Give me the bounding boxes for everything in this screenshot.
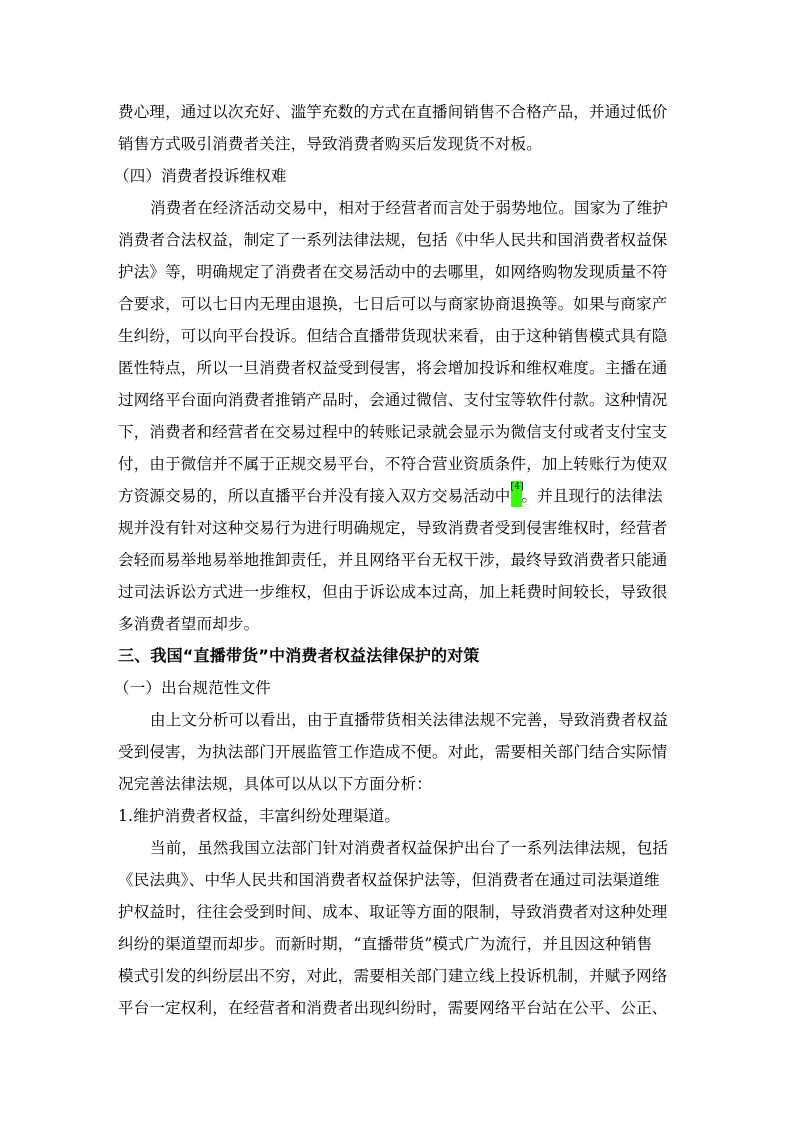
- text-line: 当前，虽然我国立法部门针对消费者权益保护出台了一系列法律法规，包括: [150, 839, 669, 857]
- text-line: 合要求，可以七日内无理由退换，七日后可以与商家协商退换等。如果与商家产: [118, 295, 668, 313]
- text-line: 由上文分析可以看出，由于直播带货相关法律法规不完善，导致消费者权益: [150, 711, 669, 729]
- paragraph-2: [118, 192, 680, 640]
- text-line: 匿性特点，所以一旦消费者权益受到侵害，将会增加投诉和维权难度。主播在通: [118, 359, 668, 377]
- text-line: 过司法诉讼方式进一步维权，但由于诉讼成本过高，加上耗费时间较长，导致很: [118, 583, 668, 601]
- text-line: 生纠纷，可以向平台投诉。但结合直播带货现状来看，由于这种销售模式具有隐: [118, 327, 668, 345]
- paragraph-3: [118, 704, 680, 800]
- text-line-with-citation: [118, 480, 680, 512]
- text-line: 会轻而易举地易举地推卸责任，并且网络平台无权干涉，最终导致消费者只能通: [118, 551, 668, 569]
- text-line: 护法》等，明确规定了消费者在交易活动中的去哪里，如网络购物发现质量不符: [118, 263, 668, 281]
- subsection-heading-4: （四）消费者投诉维权难: [114, 167, 287, 185]
- text-line: 费心理，通过以次充好、滥竽充数的方式在直播间销售不合格产品，并通过低价: [118, 103, 668, 121]
- text-line: 平台一定权利，在经营者和消费者出现纠纷时，需要网络平台站在公平、公正、: [118, 999, 668, 1017]
- text-span: 。并且现行的法律法: [521, 487, 663, 505]
- text-line: 付，由于微信并不属于正规交易平台，不符合营业资质条件，加上转账行为使双: [118, 455, 668, 473]
- paragraph-4: [118, 832, 680, 1024]
- text-line: 下，消费者和经营者在交易过程中的转账记录就会显示为微信支付或者支付宝支: [118, 423, 668, 441]
- text-line: 过网络平台面向消费者推销产品时，会通过微信、支付宝等软件付款。这种情况: [118, 391, 668, 409]
- text-line: 《民法典》、中华人民共和国消费者权益保护法等，但消费者在通过司法渠道维: [118, 871, 660, 889]
- subsection-heading-1: （一）出台规范性文件: [114, 679, 272, 697]
- text-line: 消费者在经济活动交易中，相对于经营者而言处于弱势地位。国家为了维护: [150, 199, 669, 217]
- text-line: 纠纷的渠道望而却步。而新时期，“直播带货”模式广为流行，并且因这种销售: [118, 935, 653, 953]
- text-line: 规并没有针对这种交易行为进行明确规定，导致消费者受到侵害维权时，经营者: [118, 519, 668, 537]
- text-line: 况完善法律法规，具体可以从以下方面分析：: [118, 775, 433, 793]
- text-line: 消费者合法权益，制定了一系列法律法规，包括《中华人民共和国消费者权益保: [118, 231, 668, 249]
- document-body: [114, 96, 680, 1024]
- section-heading-3: 三、我国“直播带货”中消费者权益法律保护的对策: [118, 646, 480, 665]
- text-line: 模式引发的纠纷层出不穷，对此，需要相关部门建立线上投诉机制，并赋予网络: [118, 967, 668, 985]
- citation-mark-highlighted[interactable]: [4]: [511, 481, 522, 507]
- text-span: 方资源交易的，所以直播平台并没有接入双方交易活动中: [118, 487, 511, 505]
- list-item-1: 1.维护消费者权益，丰富纠纷处理渠道。: [118, 807, 401, 825]
- paragraph-1: [118, 96, 680, 160]
- text-line: 多消费者望而却步。: [118, 615, 260, 633]
- text-line: 护权益时，往往会受到时间、成本、取证等方面的限制，导致消费者对这种处理: [118, 903, 668, 921]
- text-line: 销售方式吸引消费者关注，导致消费者购买后发现货不对板。: [118, 135, 542, 153]
- text-line: 受到侵害，为执法部门开展监管工作造成不便。对此，需要相关部门结合实际情: [118, 743, 668, 761]
